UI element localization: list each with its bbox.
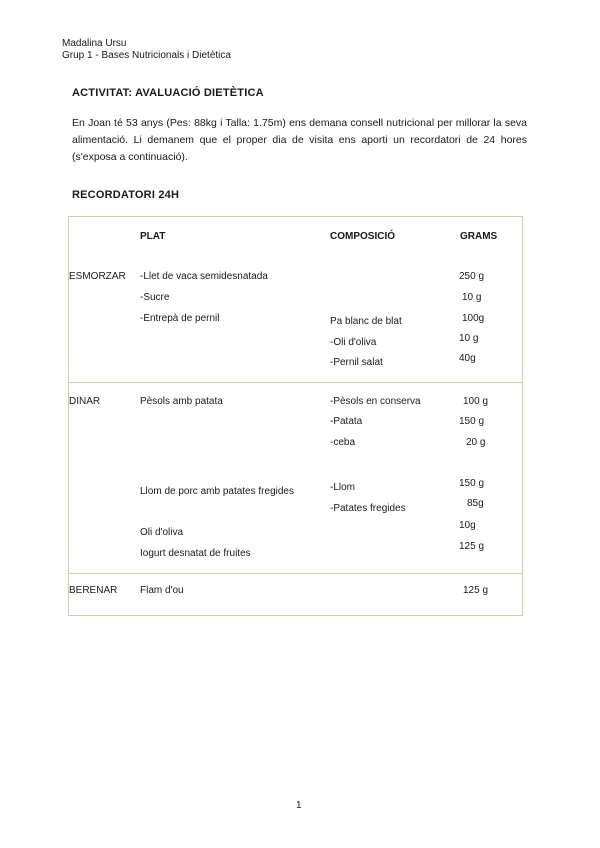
- row-divider: [68, 573, 523, 574]
- grams-value: 10g: [459, 520, 476, 531]
- page-number: 1: [296, 800, 302, 811]
- composition-item: -Llom: [330, 482, 356, 493]
- grams-value: 85g: [467, 498, 484, 509]
- grams-value: 150 g: [459, 416, 485, 427]
- meal-name: DINAR: [69, 396, 101, 407]
- dish: Iogurt desnatat de fruites: [140, 548, 251, 559]
- composition-item: -Patata: [330, 416, 363, 427]
- header-composicio: COMPOSICIÓ: [330, 231, 396, 242]
- header-plat: PLAT: [140, 231, 166, 242]
- header-grams: GRAMS: [460, 231, 498, 242]
- grams-value: 150 g: [459, 478, 485, 489]
- grams-value: 20 g: [466, 437, 486, 448]
- intro-paragraph: En Joan té 53 anys (Pes: 88kg i Talla: 1.75m) ens demana consell nutricional per millorar la seva alimentació. Li demanem que el proper dia de visita ens aporti un recordatori de 24 hores (s'exposa a continuació).: [72, 117, 527, 163]
- grams-value: 125 g: [459, 541, 485, 552]
- meal-name: ESMORZAR: [69, 271, 126, 282]
- grams-value: 250 g: [459, 271, 485, 282]
- author-name: Madalina Ursu: [62, 38, 127, 49]
- course-name: Grup 1 - Bases Nutricionals i Dietètica: [62, 50, 231, 61]
- grams-value: 125 g: [463, 585, 489, 596]
- composition-item: -Patates fregides: [330, 503, 406, 514]
- grams-value: 40g: [459, 353, 476, 364]
- grams-value: 10 g: [462, 292, 482, 303]
- grams-value: 10 g: [459, 333, 479, 344]
- dish: Flam d'ou: [140, 585, 184, 596]
- dish: -Llet de vaca semidesnatada: [140, 271, 268, 282]
- dish: -Sucre: [140, 292, 170, 303]
- composition-item: -ceba: [330, 437, 356, 448]
- composition-item: -Pernil salat: [330, 357, 383, 368]
- activity-title: ACTIVITAT: AVALUACIÓ DIETÈTICA: [72, 87, 264, 99]
- composition-item: -Oli d'oliva: [330, 337, 377, 348]
- grams-value: 100g: [462, 313, 485, 324]
- dish: -Entrepà de pernil: [140, 313, 220, 324]
- grams-value: 100 g: [463, 396, 489, 407]
- meal-name: BERENAR: [69, 585, 118, 596]
- dish: Oli d'oliva: [140, 527, 184, 538]
- row-divider: [68, 382, 523, 383]
- recall-title: RECORDATORI 24H: [72, 189, 180, 201]
- composition-item: Pa blanc de blat: [330, 316, 402, 327]
- composition-item: -Pèsols en conserva: [330, 396, 421, 407]
- dish: Llom de porc amb patates fregides: [140, 486, 294, 497]
- recall-table: [68, 216, 523, 616]
- dish: Pèsols amb patata: [140, 396, 223, 407]
